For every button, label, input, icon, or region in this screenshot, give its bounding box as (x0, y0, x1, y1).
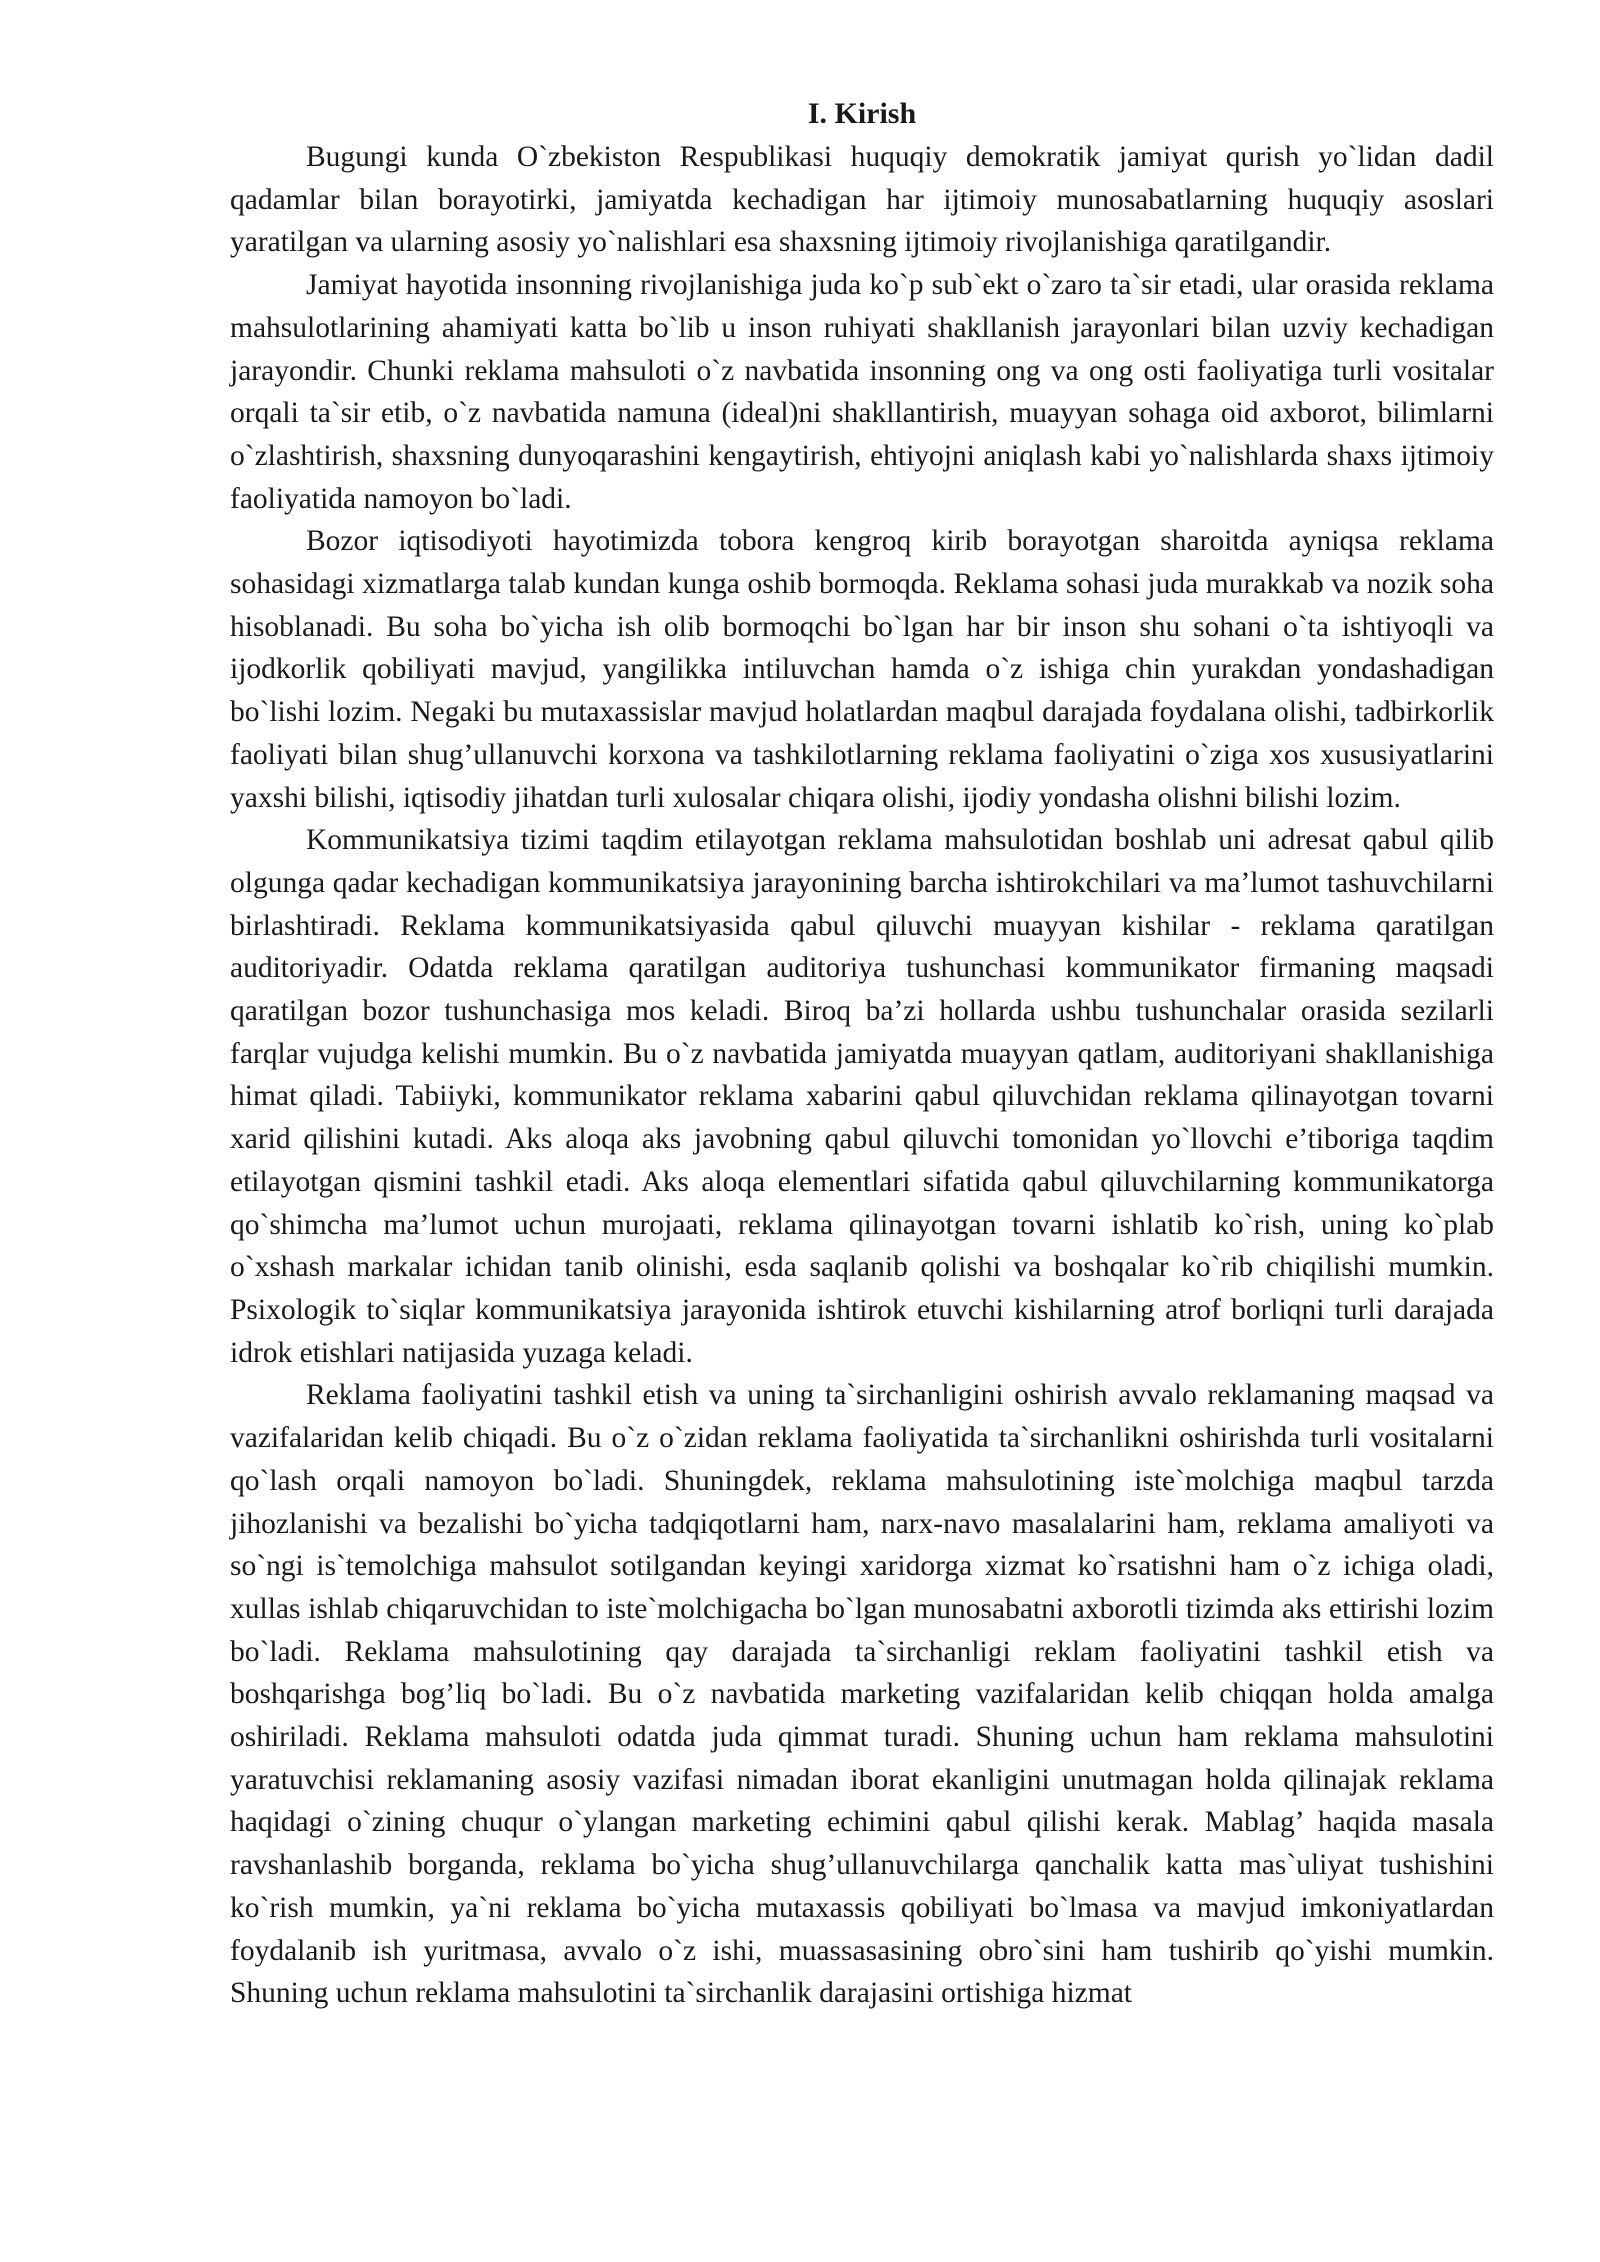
paragraph-advertising-effectiveness: Reklama faoliyatini tashkil etish va uning ta`sirchanligini oshirish avvalo reklamaning maqsad va vazifalaridan kelib chiqadi. Bu o`z o`zidan reklama faoliyatida ta`sirchanlikni oshirishda turli vositalarni qo`lash orqali namoyon bo`ladi. Shuningdek, reklama mahsulotining iste`molchiga maqbul tarzda jihozlanishi va bezalishi bo`yicha tadqiqotlarni ham, narx-navo masalalarini ham, reklama amaliyoti va so`ngi is`temolchiga mahsulot sotilgandan keyingi xaridorga xizmat ko`rsatishni ham o`z ichiga oladi, xullas ishlab chiqaruvchidan to iste`molchigacha bo`lgan munosabatni axborotli tizimda aks ettirishi lozim bo`ladi. Reklama mahsulotining qay darajada ta`sirchanligi reklam faoliyatini tashkil etish va boshqarishga bog’liq bo`ladi. Bu o`z navbatida marketing vazifalaridan kelib chiqqan holda amalga oshiriladi. Reklama mahsuloti odatda juda qimmat turadi. Shuning uchun ham reklama mahsulotini yaratuvchisi reklamaning asosiy vazifasi nimadan iborat ekanligini unutmagan holda qilinajak reklama haqidagi o`zining chuqur o`ylangan marketing echimini qabul qilishi kerak. Mablag’ haqida masala ravshanlashib borganda, reklama bo`yicha shug’ullanuvchilarga qanchalik katta mas`uliyat tushishini ko`rish mumkin, ya`ni reklama bo`yicha mutaxassis qobiliyati bo`lmasa va mavjud imkoniyatlardan foydalanib ish yuritmasa, avvalo o`z ishi, muassasasining obro`sini ham tushirib qo`yishi mumkin. Shuning uchun reklama mahsulotini ta`sirchanlik darajasini ortishiga hizmat (230, 1379, 1494, 2010)
paragraph-society: Jamiyat hayotida insonning rivojlanishiga juda ko`p sub`ekt o`zaro ta`sir etadi, ular orasida reklama mahsulotlarining ahamiyati katta bo`lib u inson ruhiyati shakllanish jarayonlari bilan uzviy kechadigan jarayondir. Chunki reklama mahsuloti o`z navbatida insonning ong va ong osti faoliyatiga turli vositalar orqali ta`sir etib, o`z navbatida namuna (ideal)ni shakllantirish, muayyan sohaga oid axborot, bilimlarni o`zlashtirish, shaxsning dunyoqarashini kengaytirish, ehtiyojni aniqlash kabi yo`nalishlarda shaxs ijtimoiy faoliyatida namoyon bo`ladi. (230, 269, 1494, 515)
section-heading: I. Kirish (807, 97, 917, 130)
document-page (230, 92, 1494, 2015)
paragraph-market-economy: Bozor iqtisodiyoti hayotimizda tobora kengroq kirib borayotgan sharoitda ayniqsa reklama sohasidagi xizmatlarga talab kundan kunga oshib bormoqda. Reklama sohasi juda murakkab va nozik soha hisoblanadi. Bu soha bo`yicha ish olib bormoqchi bo`lgan har bir inson shu sohani o`ta ishtiyoqli va ijodkorlik qobiliyati mavjud, yangilikka intiluvchan hamda o`z ishiga chin yurakdan yondashadigan bo`lishi lozim. Negaki bu mutaxassislar mavjud holatlardan maqbul darajada foydalana olishi, tadbirkorlik faoliyati bilan shug’ullanuvchi korxona va tashkilotlarning reklama faoliyatini o`ziga xos xususiyatlarini yaxshi bilishi, iqtisodiy jihatdan turli xulosalar chiqara olishi, ijodiy yondasha olishni bilishi lozim. (230, 525, 1494, 814)
paragraph-intro: Bugungi kunda O`zbekiston Respublikasi huquqiy demokratik jamiyat qurish yo`lidan dadil qadamlar bilan borayotirki, jamiyatda kechadigan har ijtimoiy munosabatlarning huquqiy asoslari yaratilgan va ularning asosiy yo`nalishlari esa shaxsning ijtimoiy rivojlanishiga qaratilgandir. (230, 141, 1494, 259)
paragraph-communication: Kommunikatsiya tizimi taqdim etilayotgan reklama mahsulotidan boshlab uni adresat qabul qilib olgunga qadar kechadigan kommunikatsiya jarayonining barcha ishtirokchilari va ma’lumot tashuvchilarni birlashtiradi. Reklama kommunikatsiyasida qabul qiluvchi muayyan kishilar - reklama qaratilgan auditoriyadir. Odatda reklama qaratilgan auditoriya tushunchasi kommunikator firmaning maqsadi qaratilgan bozor tushunchasiga mos keladi. Biroq ba’zi hollarda ushbu tushunchalar orasida sezilarli farqlar vujudga kelishi mumkin. Bu o`z navbatida jamiyatda muayyan qatlam, auditoriyani shakllanishiga himat qiladi. Tabiiyki, kommunikator reklama xabarini qabul qiluvchidan reklama qilinayotgan tovarni xarid qilishini kutadi. Aks aloqa aks javobning qabul qiluvchi tomonidan yo`llovchi e’tiboriga taqdim etilayotgan qismini tashkil etadi. Aks aloqa elementlari sifatida qabul qiluvchilarning kommunikatorga qo`shimcha ma’lumot uchun murojaati, reklama qilinayotgan tovarni ishlatib ko`rish, uning ko`plab o`xshash markalar ichidan tanib olinishi, esda saqlanib qolishi va boshqalar ko`rib chiqilishi mumkin. Psixologik to`siqlar kommunikatsiya jarayonida ishtirok etuvchi kishilarning atrof borliqni turli darajada idrok etishlari natijasida yuzaga keladi. (230, 824, 1494, 1369)
